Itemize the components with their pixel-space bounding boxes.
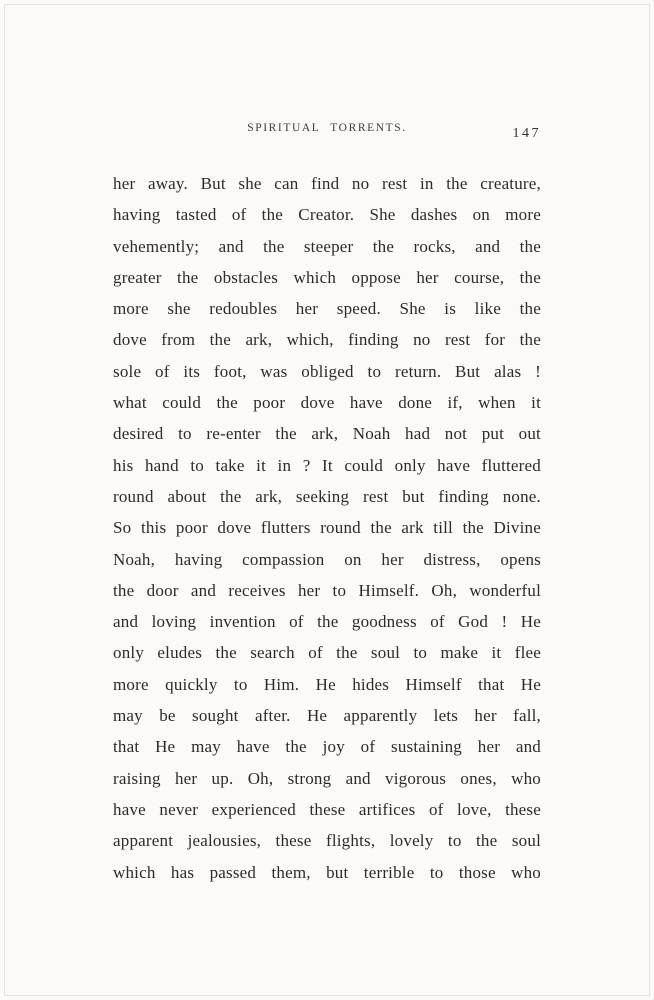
text-line: vehemently; and the steeper the rocks, and the [113, 236, 541, 256]
text-line: So this poor dove flutters round the ark till the Divine [113, 518, 541, 538]
text-line: that He may have the joy of sustaining her and [113, 737, 541, 757]
text-line: her away. But she can find no rest in the creature, [113, 174, 541, 193]
running-head [113, 0, 541, 142]
text-line: which has passed them, but terrible to those who [113, 862, 541, 882]
text-line: dove from the ark, which, finding no rest for the [113, 330, 541, 350]
text-line: round about the ark, seeking rest but finding none. [113, 486, 541, 506]
text-line: have never experienced these artifices of love, these [113, 799, 541, 819]
text-line: desired to re-enter the ark, Noah had not put out [113, 424, 541, 444]
text-line: apparent jealousies, these flights, lovely to the soul [113, 831, 541, 851]
body-text [113, 168, 541, 888]
text-line: Noah, having compassion on her distress, opens [113, 549, 541, 569]
text-line: greater the obstacles which oppose her course, the [113, 267, 541, 287]
text-line: sole of its foot, was obliged to return. But alas ! [113, 361, 541, 381]
text-line: raising her up. Oh, strong and vigorous ones, who [113, 768, 541, 788]
page-number: 147 [512, 126, 541, 141]
running-head-title: SPIRITUAL TORRENTS. [247, 122, 407, 134]
text-line: more she redoubles her speed. She is like the [113, 299, 541, 319]
text-line: may be sought after. He apparently lets her fall, [113, 706, 541, 726]
text-line: more quickly to Him. He hides Himself that He [113, 674, 541, 694]
text-line: only eludes the search of the soul to make it flee [113, 643, 541, 663]
text-line: and loving invention of the goodness of God ! He [113, 612, 541, 632]
text-line: what could the poor dove have done if, when it [113, 393, 541, 413]
text-line: having tasted of the Creator. She dashes on more [113, 205, 541, 225]
text-line: the door and receives her to Himself. Oh, wonderful [113, 580, 541, 600]
text-line: his hand to take it in ? It could only have fluttered [113, 455, 541, 475]
